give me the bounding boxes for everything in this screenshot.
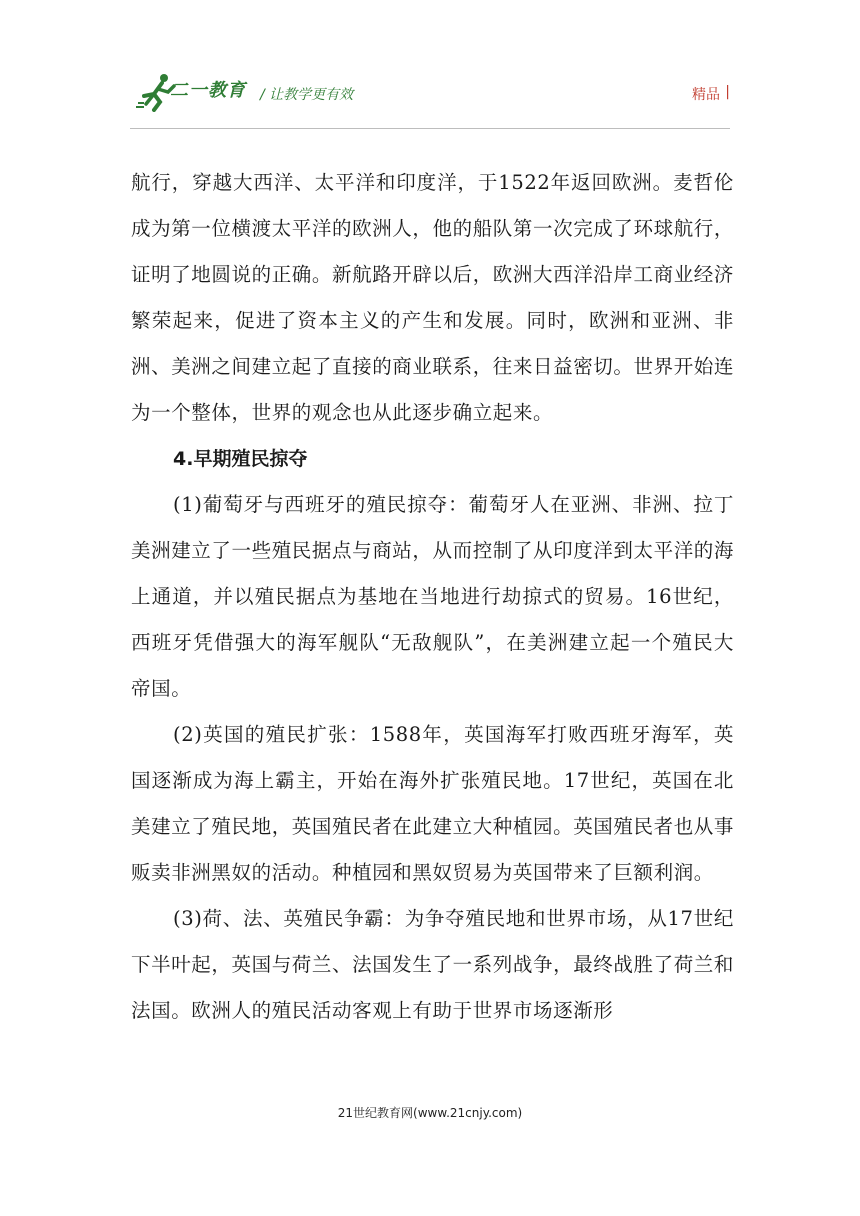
brand-slogan: / 让教学更有效 xyxy=(260,87,354,103)
badge-separator: | xyxy=(725,84,730,100)
paragraph-intro: 航行，穿越大西洋、太平洋和印度洋，于1522年返回欧洲。麦哲伦成为第一位横渡太平洋的欧洲人，他的船队第一次完成了环球航行，证明了地圆说的正确。新航路开辟以后，欧洲大西洋沿岸工商业经济繁荣起来，促进了资本主义的产生和发展。同时，欧洲和亚洲、非洲、美洲之间建立起了直接的商业联系，往来日益密切。世界开始连为一个整体，世界的观念也从此逐步确立起来。 xyxy=(131,171,735,424)
brand-name: 二一教育 xyxy=(170,80,246,101)
paragraph-britain: (2)英国的殖民扩张：1588年，英国海军打败西班牙海军，英国逐渐成为海上霸主，开始在海外扩张殖民地。17世纪，英国在北美建立了殖民地，英国殖民者在此建立大种植园。英国殖民者也从事贩卖非洲黑奴的活动。种植园和黑奴贸易为英国带来了巨额利润。 xyxy=(131,723,735,884)
quality-badge: 精品 xyxy=(692,87,720,103)
page-footer: 21世纪教育网(www.21cnjy.com) xyxy=(337,1106,523,1120)
paragraph-rivalry: (3)荷、法、英殖民争霸：为争夺殖民地和世界市场，从17世纪下半叶起，英国与荷兰、法国发生了一系列战争，最终战胜了荷兰和法国。欧洲人的殖民活动客观上有助于世界市场逐渐形 xyxy=(131,907,735,1022)
section-heading: 4.早期殖民掠夺 xyxy=(173,448,308,470)
page-header xyxy=(130,70,730,129)
document-body xyxy=(131,160,734,1034)
paragraph-portugal-spain: (1)葡萄牙与西班牙的殖民掠夺：葡萄牙人在亚洲、非洲、拉丁美洲建立了一些殖民据点与商站，从而控制了从印度洋到太平洋的海上通道，并以殖民据点为基地在当地进行劫掠式的贸易。16世纪，西班牙凭借强大的海军舰队“无敌舰队”，在美洲建立起一个殖民大帝国。 xyxy=(131,493,735,700)
